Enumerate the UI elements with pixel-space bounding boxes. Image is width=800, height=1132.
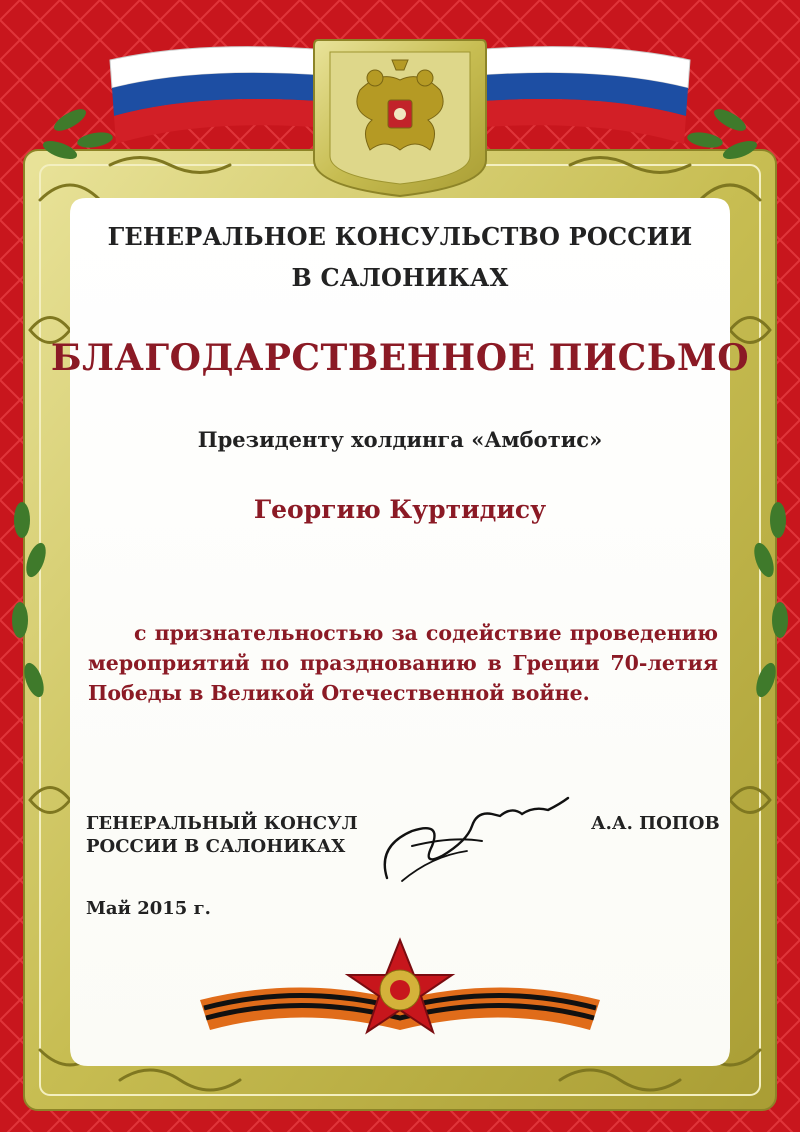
coat-of-arms-icon (314, 40, 486, 196)
handwritten-signature (372, 786, 572, 886)
body-text: с признательностью за содействие проведению мероприятий по празднованию в Греции 70-летия Победы в Великой Отечественной войне. (88, 621, 718, 705)
signer-title-line-1: ГЕНЕРАЛЬНЫЙ КОНСУЛ (86, 813, 358, 834)
signer-name: А.А. ПОПОВ (591, 813, 720, 834)
document-date: Май 2015 г. (86, 898, 211, 919)
recipient-position: Президенту холдинга «Амботис» (197, 427, 603, 452)
signer-title-line-2: РОССИИ В САЛОНИКАХ (86, 836, 346, 857)
body-paragraph (88, 618, 718, 708)
header-line-2: В САЛОНИКАХ (291, 263, 509, 292)
header-line-1: ГЕНЕРАЛЬНОЕ КОНСУЛЬСТВО РОССИИ (107, 222, 693, 251)
recipient-name: Георгию Куртидису (253, 495, 547, 524)
document-title: БЛАГОДАРСТВЕННОЕ ПИСЬМО (50, 337, 750, 379)
